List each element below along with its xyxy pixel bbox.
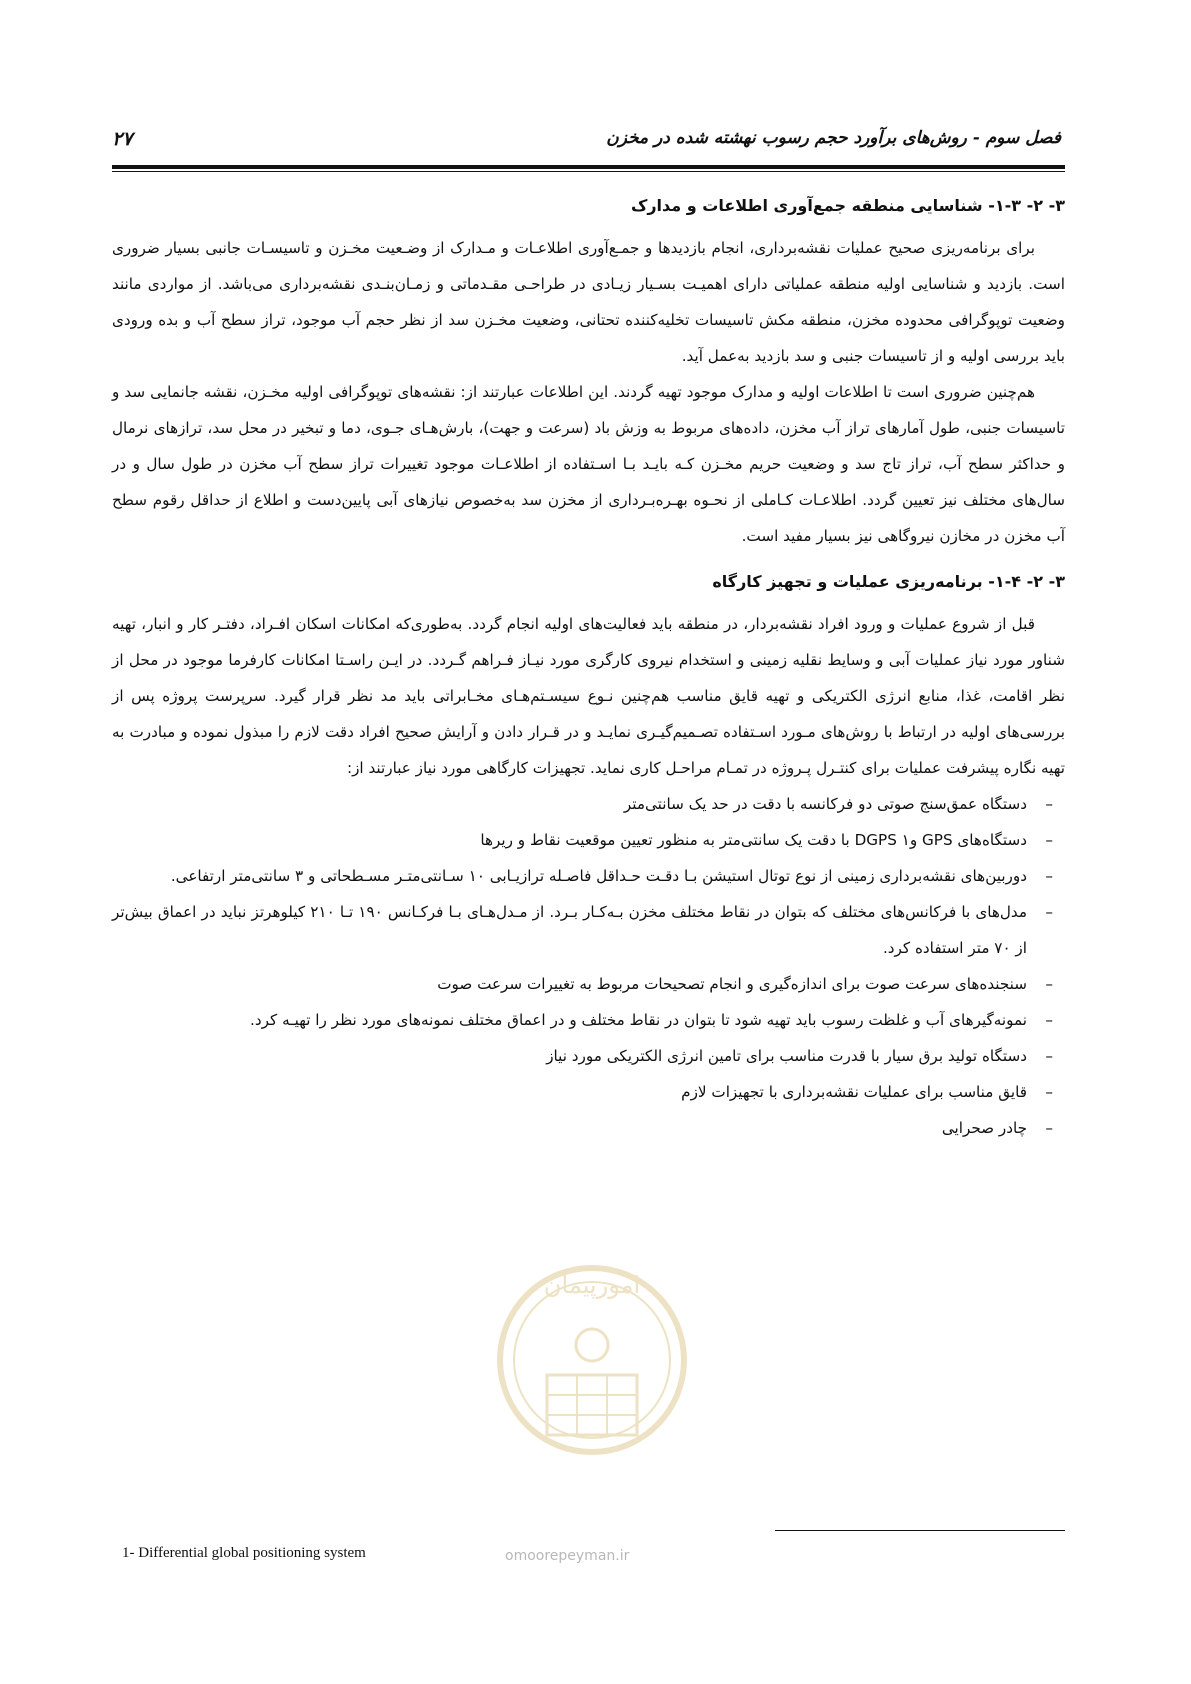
dash-bullet: – [1045,975,1053,993]
list-item: – مدل‌های با فرکانس‌های مختلف که بتوان در نقاط مختلف مخزن بـه‌کـار بـرد. از مـدل‌هـای بـا فرکـانس ۱۹۰ تـا ۲۱۰ کیلوهرتز نباید در اعماق بیش‌تر از ۷۰ متر استفاده کرد. [112,894,1053,966]
page-body [112,180,1065,1146]
paragraph: هم‌چنین ضروری است تا اطلاعات اولیه و مدارک موجود تهیه گردند. این اطلاعات عبارتند از: نقشه‌های توپوگرافی اولیه مخـزن، نقشه جانمایی سد و تاسیسات جنبی، طول آمارهای تراز آب مخزن، داده‌های مربوط به وزش باد (سرعت و جهت)، بارش‌هـای جـوی، دما و تبخیر در محل سد، ترازهای نرمال و حداکثر سطح آب، تراز تاج سد و وضعیت حریم مخـزن کـه بایـد بـا اسـتفاده از اطلاعـات موجود تغییرات تراز سطح آب مخزن در طول سال و در سال‌های مختلف نیز تعیین گردد. اطلاعـات کـاملی از نحـوه بهـره‌بـرداری از مخزن سد به‌خصوص نیازهای آبی پایین‌دست و اطلاع از حداقل رقوم سطح آب مخزن در مخازن نیروگاهی نیز بسیار مفید است. [112,383,1065,545]
list-item: – دستگاه عمق‌سنج صوتی دو فرکانسه با دقت در حد یک سانتی‌متر [112,786,1053,822]
header-rule [112,165,1065,172]
list-item: – دستگاه تولید برق سیار با قدرت مناسب برای تامین انرژی الکتریکی مورد نیاز [112,1038,1053,1074]
watermark-logo-text: امورپیمان [543,1271,641,1299]
running-header-title: فصل سوم - روش‌های برآورد حجم رسوب نهشته شده در مخزن [606,128,1061,148]
footnote-rule [775,1530,1065,1531]
list-item: – نمونه‌گیرهای آب و غلظت رسوب باید تهیه شود تا بتوان در نقاط مختلف و در اعماق مختلف نمونه‌های مورد نظر را تهیـه کرد. [112,1002,1053,1038]
equipment-list [112,786,1065,1146]
dash-bullet: – [1045,831,1053,849]
dash-bullet: – [1045,867,1053,885]
section-heading-site-survey: ۳- ۲- ۱-۳- شناسایی منطقه جمع‌آوری اطلاعات و مدارک [630,196,1065,215]
paragraph: قبل از شروع عملیات و ورود افراد نقشه‌بردار، در منطقه باید فعالیت‌های اولیه انجام گردد. به‌طوری‌که امکانات اسکان افـراد، دفتـر کار و انبار، تهیه شناور مورد نیاز عملیات آبی و وسایط نقلیه زمینی و استخدام نیروی کارگری مورد نیـاز فـراهم گـردد. در ایـن راسـتا امکانات کارفرما موجود در محل از نظر اقامت، غذا، منابع انرژی الکتریکی و تهیه قایق مناسب هم‌چنین نـوع سیسـتم‌هـای مخـابراتی باید مد نظر قرار گیرد. سرپرست پروژه پس از بررسی‌های اولیه در ارتباط با روش‌های مـورد اسـتفاده تصـمیم‌گیـری نمایـد و در قـرار دادن و آرایش صحیح افراد دقت لازم را مبذول نموده و مبادرت به تهیه نگاره پیشرفت عملیات برای کنتـرل پـروژه در تمـام مراحـل کاری نماید. تجهیزات کارگاهی مورد نیاز عبارتند از: [112,615,1065,777]
dash-bullet: – [1045,1119,1053,1137]
page-number: ۲۷ [112,128,133,150]
list-item: – قایق مناسب برای عملیات نقشه‌برداری با تجهیزات لازم [112,1074,1053,1110]
dash-bullet: – [1045,1047,1053,1065]
watermark-logo [492,1245,692,1470]
list-item: – دوربین‌های نقشه‌برداری زمینی از نوع توتال استیشن بـا دقـت حـداقل فاصـله ترازیـابی ۱۰ سـانتی‌متـر مسـطحاتی و ۳ سانتی‌متر ارتفاعی. [112,858,1053,894]
list-item: – سنجنده‌های سرعت صوت برای اندازه‌گیری و انجام تصحیحات مربوط به تغییرات سرعت صوت [112,966,1053,1002]
paragraph: برای برنامه‌ریزی صحیح عملیات نقشه‌برداری، انجام بازدیدها و جمـع‌آوری اطلاعـات و مـدارک از وضـعیت مخـزن و تاسیسـات جانبی بسیار ضروری است. بازدید و شناسایی اولیه منطقه عملیاتی دارای اهمیـت بسـیار زیـادی در طراحـی مقـدماتی و زمـان‌بنـدی نقشه‌برداری می‌باشد. از مواردی مانند وضعیت توپوگرافی محدوده مخزن، منطقه مکش تاسیسات تخلیه‌کننده تحتانی، وضعیت مخـزن سد از نظر حجم آب موجود، تراز سطح آب و بده ورودی باید بررسی اولیه و از تاسیسات جنبی و سد بازدید به‌عمل آید. [112,239,1065,365]
footnote: 1- Differential global positioning system [122,1545,366,1561]
list-item: – دستگاه‌های GPS وDGPS ۱ با دقت یک سانتی‌متر به منظور تعیین موقعیت نقاط و ریرها [112,822,1053,858]
dash-bullet: – [1045,795,1053,813]
section-heading-planning: ۳- ۲- ۱-۴- برنامه‌ریزی عملیات و تجهیز کارگاه [712,572,1065,591]
dash-bullet: – [1045,1011,1053,1029]
watermark-url: omoorepeyman.ir [505,1548,630,1564]
dash-bullet: – [1045,903,1053,921]
dash-bullet: – [1045,1083,1053,1101]
list-item: – چادر صحرایی [112,1110,1053,1146]
